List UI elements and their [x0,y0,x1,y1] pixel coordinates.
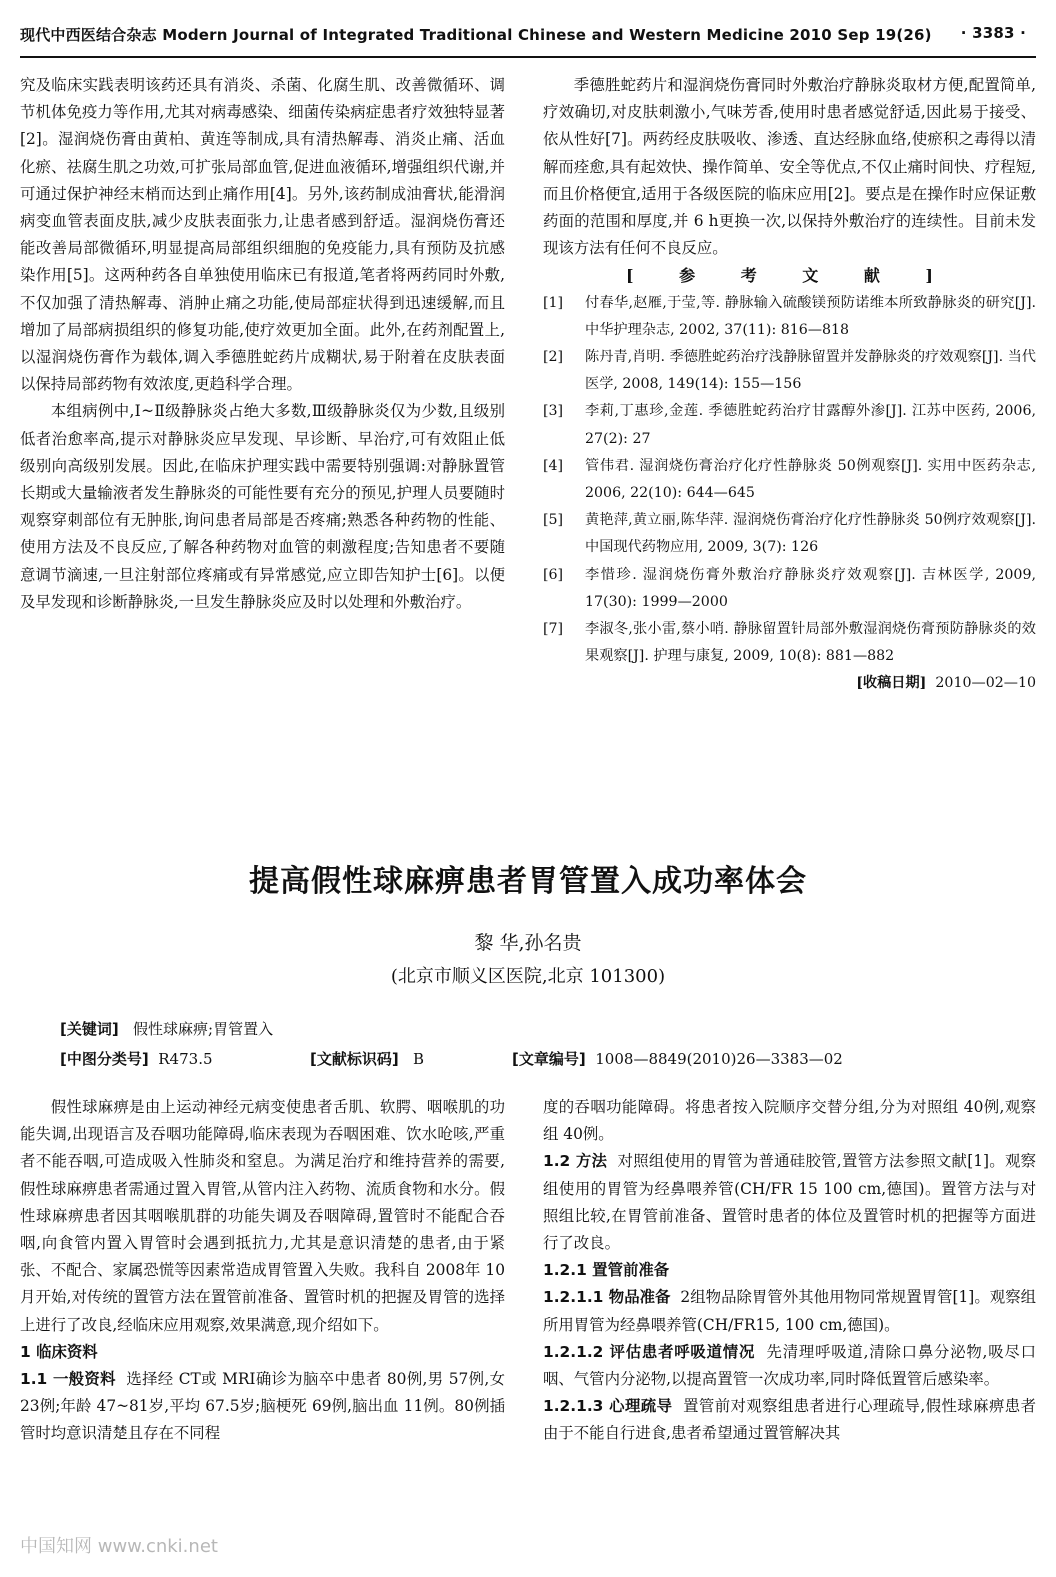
reference-list [543,290,1036,671]
journal-header [20,14,1036,54]
reference-number: [6] [543,566,564,583]
reference-text: 管伟君. 湿润烧伤膏治疗化疗性静脉炎 50例观察[J]. 实用中医药杂志, 2006, 22(10): 644—645 [585,457,1036,502]
article-title: 提高假性球麻痹患者胃管置入成功率体会 [249,864,807,899]
keywords-line [60,1018,273,1039]
reference-text: 付春华,赵雁,于莹,等. 静脉输入硫酸镁预防诺维本所致静脉炎的研究[J]. 中华护理杂志, 2002, 37(11): 816—818 [585,294,1036,338]
prev-paragraph-3: 季德胜蛇药片和湿润烧伤膏同时外敷治疗静脉炎取材方便,配置简单,疗效确切,对皮肤刺激小,气味芳香,使用时患者感觉舒适,因此易于接受、依从性好[7]。两药经皮肤吸收、渗透、直达经脉血络,使瘀积之毒得以清解而痊愈,具有起效快、操作简单、安全等优点,不仅止痛时间快、疗程短,而且价格便宜,适用于各级医院的临床应用[2]。要点是在操作时应保证敷药面的范围和厚度,并 6 h更换一次,以保持外敷治疗的连续性。目前未发现该方法有任何不良反应。 [543,76,1036,258]
reference-number: [1] [543,294,564,311]
doc-code-group [310,1048,424,1069]
doc-code-label: [文献标识码] [310,1050,399,1068]
article-authors: 黎 华,孙名贵 [474,932,582,954]
reference-text: 李莉,丁惠珍,金莲. 季德胜蛇药治疗甘露醇外渗[J]. 江苏中医药, 2006, 27(2): 27 [585,403,1036,447]
section-1-2-1-3 [543,1393,1036,1447]
reference-number: [4] [543,457,564,474]
references-heading: [ 参 考 文 献 ] [626,266,953,286]
received-date-value: 2010—02—10 [935,675,1036,692]
section-1-2-heading: 1.2 方法 [543,1152,608,1171]
clc-group [60,1048,213,1069]
reference-item [543,616,1036,670]
reference-text: 黄艳萍,黄立丽,陈华萍. 湿润烧伤膏治疗化疗性静脉炎 50例疗效观察[J]. 中国现代药物应用, 2009, 3(7): 126 [585,512,1036,556]
reference-item [543,507,1036,561]
article-no-group [512,1048,843,1069]
received-date-label: [收稿日期] [856,675,927,692]
clc-value: R473.5 [158,1050,213,1068]
journal-header-text: 现代中西医结合杂志 Modern Journal of Integrated Traditional Chinese and Western Medicine 2010 Sep 19(26) [20,26,932,44]
section-1-2-1-1 [543,1284,1036,1338]
section-1-2-1-3-text: 置管前对观察组患者进行心理疏导,假性球麻痹患者由于不能自行进食,患者希望通过置管解决其 [543,1397,1036,1443]
reference-number: [2] [543,349,564,366]
section-1-1-continued: 度的吞咽功能障碍。将患者按入院顺序交替分组,分为对照组 40例,观察组 40例。 [543,1098,1036,1144]
reference-item [543,290,1036,344]
prev-article-right-column [543,72,1036,698]
section-1-2 [543,1148,1036,1257]
received-date-line [543,670,1036,697]
reference-text: 陈丹青,肖明. 季德胜蛇药治疗浅静脉留置并发静脉炎的疗效观察[J]. 当代医学, 2008, 149(14): 155—156 [585,349,1036,393]
doc-code-value: B [413,1050,425,1068]
article-no-value: 1008—8849(2010)26—3383—02 [595,1050,843,1068]
article-no-label: [文章编号] [512,1050,586,1068]
section-1-1-heading: 1.1 一般资料 [20,1370,116,1389]
section-1-2-1-2-heading: 1.2.1.2 评估患者呼吸道情况 [543,1342,756,1361]
reference-number: [3] [543,403,564,420]
cnki-watermark: 中国知网 www.cnki.net [20,1536,218,1557]
keywords-value: 假性球麻痹;胃管置入 [133,1020,274,1038]
section-1-2-1-1-heading: 1.2.1.1 物品准备 [543,1288,671,1307]
section-1-2-text: 对照组使用的胃管为普通硅胶管,置管方法参照文献[1]。观察组使用的胃管为经鼻喂养管(CH/FR 15 100 cm,德国)。置管方法与对照组比较,在胃管前准备、置管时患者的体位及置管时机的把握等方面进行了改良。 [543,1152,1036,1253]
section-1-1-text: 选择经 CT或 MRI确诊为脑卒中患者 80例,男 57例,女 23例;年龄 47~81岁,平均 67.5岁;脑梗死 69例,脑出血 11例。80例插管时均意识清楚且存在不同程 [20,1370,505,1443]
section-1-2-1-heading: 1.2.1 置管前准备 [543,1261,670,1280]
prev-paragraph-2: 本组病例中,Ⅰ~Ⅱ级静脉炎占绝大多数,Ⅲ级静脉炎仅为少数,且级别低者治愈率高,提示对静脉炎应早发现、早诊断、早治疗,可有效阻止低级别向高级别发展。因此,在临床护理实践中需要特别强调:对静脉置管长期或大量输液者发生静脉炎的可能性要有充分的预见,护理人员要随时观察穿刺部位有无肿胀,询问患者局部是否疼痛;熟悉各种药物的性能、使用方法及不良反应,了解各种药物对血管的刺激程度;告知患者不要随意调节滴速,一旦注射部位疼痛或有异常感觉,应立即告知护士[6]。以便及早发现和诊断静脉炎,一旦发生静脉炎应及时以处理和外敷治疗。 [20,402,505,611]
header-rule [20,56,1036,58]
section-1-2-1-2 [543,1339,1036,1393]
section-1-2-1-3-heading: 1.2.1.3 心理疏导 [543,1397,673,1416]
reference-item [543,453,1036,507]
reference-item [543,398,1036,452]
reference-number: [7] [543,621,564,638]
article-affiliation: (北京市顺义区医院,北京 101300) [390,966,666,987]
reference-number: [5] [543,512,564,529]
keywords-label: [关键词] [60,1020,119,1038]
section-1-heading: 1 临床资料 [20,1342,98,1361]
prev-article-left-column [20,72,505,616]
page-number: · 3383 · [960,24,1026,42]
section-1-1 [20,1366,505,1448]
intro-paragraph: 假性球麻痹是由上运动神经元病变使患者舌肌、软腭、咽喉肌的功能失调,出现语言及吞咽功能障碍,临床表现为吞咽困难、饮水呛咳,严重者不能吞咽,可造成吸入性肺炎和窒息。为满足治疗和维持营养的需要,假性球麻痹患者需通过置入胃管,从管内注入药物、流质食物和水分。假性球麻痹患者因其咽喉肌群的功能失调及吞咽障碍,置管时不能配合吞咽,向食管内置入胃管时会遇到抵抗力,尤其是意识清楚的患者,由于紧张、不配合、家属恐慌等因素常造成胃管置入失败。我科自 2008年 10月开始,对传统的置管方法在置管前准备、置管时机的把握及胃管的选择上进行了改良,经临床应用观察,效果满意,现介绍如下。 [20,1098,505,1334]
article-right-column [543,1094,1036,1448]
reference-text: 李淑冬,张小雷,蔡小哨. 静脉留置针局部外敷湿润烧伤膏预防静脉炎的效果观察[J]. 护理与康复, 2009, 10(8): 881—882 [585,621,1036,665]
reference-text: 李惜珍. 湿润烧伤膏外敷治疗静脉炎疗效观察[J]. 吉林医学, 2009, 17(30): 1999—2000 [585,566,1036,610]
section-1-2-1-1-text: 2组物品除胃管外其他用物同常规置胃管[1]。观察组所用胃管为经鼻喂养管(CH/FR15, 100 cm,德国)。 [543,1288,1037,1334]
article-left-column [20,1094,505,1448]
section-1-2-1-2-text: 先清理呼吸道,清除口鼻分泌物,吸尽口咽、气管内分泌物,以提高置管一次成功率,同时降低置管后感染率。 [543,1342,1036,1389]
clc-label: [中图分类号] [60,1050,149,1068]
reference-item [543,562,1036,616]
prev-paragraph-1: 究及临床实践表明该药还具有消炎、杀菌、化腐生肌、改善微循环、调节机体免疫力等作用,尤其对病毒感染、细菌传染病症患者疗效独特显著[2]。湿润烧伤膏由黄柏、黄连等制成,具有清热解毒、消炎止痛、活血化瘀、祛腐生肌之功效,可扩张局部血管,促进血液循环,增强组织代谢,并可通过保护神经末梢而达到止痛作用[4]。另外,该药制成油膏状,能滑润病变血管表面皮肤,减少皮肤表面张力,让患者感到舒适。湿润烧伤膏还能改善局部微循环,明显提高局部组织细胞的免疫能力,具有预防及抗感染作用[5]。这两种药各自单独使用临床已有报道,笔者将两药同时外敷,不仅加强了清热解毒、消肿止痛之功能,使局部症状得到迅速缓解,而且增加了局部病损组织的修复功能,使疗效更加全面。此外,在药剂配置上,以湿润烧伤膏作为载体,调入季德胜蛇药片成糊状,易于附着在皮肤表面以保持局部药物有效浓度,更趋科学合理。 [20,76,505,394]
reference-item [543,344,1036,398]
